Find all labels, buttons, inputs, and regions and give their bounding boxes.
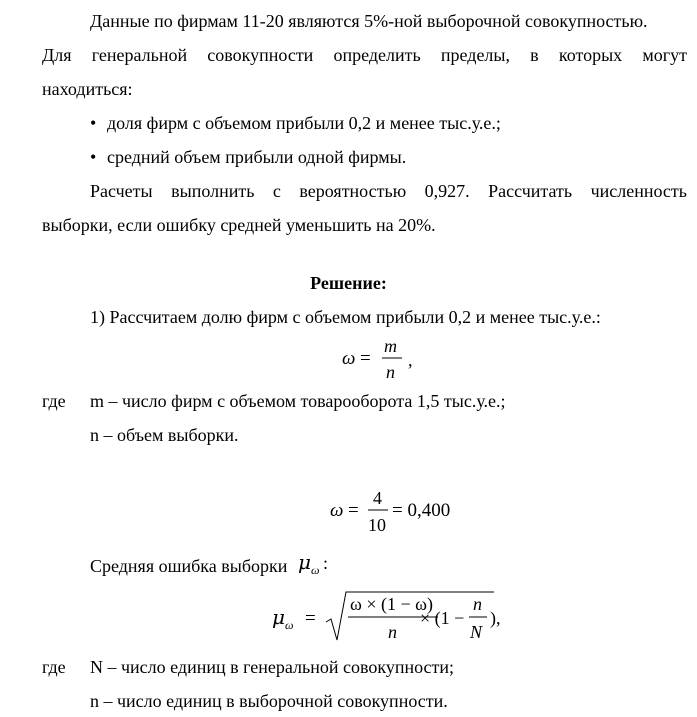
mean-error-label bbox=[90, 552, 346, 578]
colon: : bbox=[322, 553, 328, 573]
mu-letter: μ bbox=[297, 552, 311, 574]
numerator-four: 4 bbox=[373, 488, 382, 508]
formula-omega-value bbox=[326, 484, 456, 545]
n-definition-2: n – число единиц в выборочной совокупности. bbox=[90, 691, 448, 711]
bullet-icon: • bbox=[90, 113, 97, 133]
N-definition: N – число единиц в генеральной совокупности; bbox=[90, 657, 455, 677]
times-one-minus: × (1 − bbox=[420, 608, 465, 628]
mu-omega-symbol bbox=[296, 552, 346, 578]
calc-line-1: Расчеты выполнить с вероятностью 0,927. Рассчитать численность bbox=[90, 181, 687, 201]
equals-sign: = bbox=[305, 608, 316, 629]
mu-subscript: ω bbox=[285, 618, 294, 632]
calc-line-2: выборки, если ошибку средней уменьшить на 20%. bbox=[42, 215, 436, 235]
mean-error-text: Средняя ошибка выборки bbox=[90, 556, 288, 576]
formula-omega-definition bbox=[338, 334, 428, 391]
bullet-text-2: средний объем прибыли одной фирмы. bbox=[107, 147, 407, 167]
denominator-ten: 10 bbox=[368, 515, 386, 535]
solution-step-1: 1) Рассчитаем долю фирм с объемом прибыли 0,2 и менее тыс.у.е.: bbox=[90, 307, 601, 327]
intro-line-2: Для генеральной совокупности определить пределы, в которых могут bbox=[42, 45, 687, 65]
sqrt-numerator: ω × (1 − ω) bbox=[350, 594, 433, 614]
n-definition: n – объем выборки. bbox=[90, 425, 239, 445]
equals-sign: = bbox=[348, 500, 359, 521]
where-label-2: где bbox=[42, 657, 66, 677]
mu-subscript: ω bbox=[310, 563, 320, 577]
inner-denominator-N: N bbox=[470, 622, 483, 642]
inner-numerator-n: n bbox=[473, 594, 482, 614]
denominator-n: n bbox=[386, 362, 395, 382]
formula-mean-error bbox=[270, 588, 520, 653]
formula-comma: , bbox=[408, 350, 413, 370]
intro-line-3: находиться: bbox=[42, 79, 133, 99]
solution-heading: Решение: bbox=[310, 273, 387, 293]
result-value: = 0,400 bbox=[392, 500, 451, 521]
bullet-text-1: доля фирм с объемом прибыли 0,2 и менее тыс.у.е.; bbox=[107, 113, 501, 133]
closing-paren: ), bbox=[490, 608, 501, 628]
denominator-n: n bbox=[388, 622, 397, 642]
where-label-1: где bbox=[42, 391, 66, 411]
equals-sign: = bbox=[360, 348, 371, 369]
bullet-icon: • bbox=[90, 147, 97, 167]
bullet-item-1 bbox=[90, 112, 501, 134]
numerator-m: m bbox=[384, 336, 397, 356]
intro-line-1: Данные по фирмам 11-20 являются 5%-ной выборочной совокупностью. bbox=[90, 11, 648, 31]
bullet-item-2 bbox=[90, 146, 406, 168]
m-definition: m – число фирм с объемом товарооборота 1,5 тыс.у.е.; bbox=[90, 391, 506, 411]
omega-symbol: ω bbox=[342, 348, 356, 369]
mu-letter: μ bbox=[272, 605, 285, 629]
omega-symbol: ω bbox=[330, 500, 344, 521]
